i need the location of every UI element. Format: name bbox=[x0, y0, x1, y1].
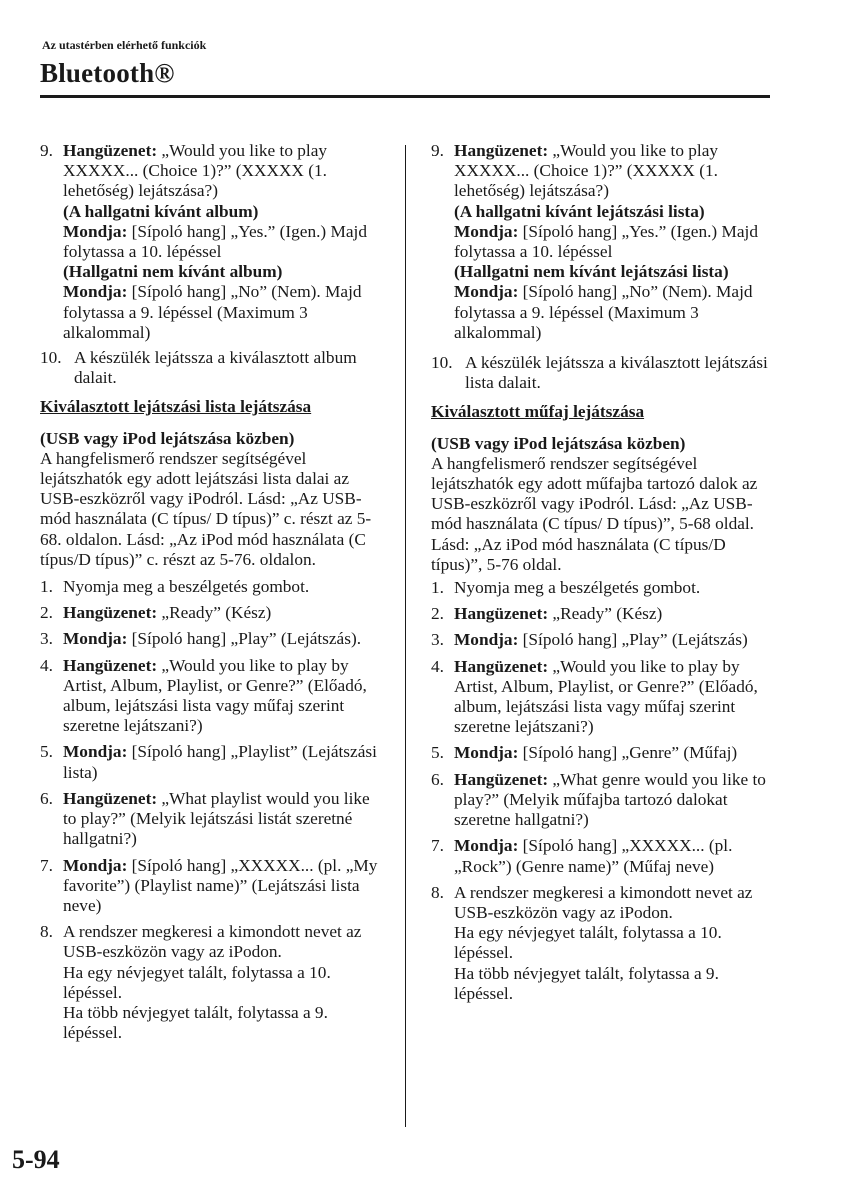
header-rule bbox=[40, 95, 770, 98]
right-step-3 bbox=[431, 630, 771, 650]
step-label: Mondja: bbox=[454, 836, 519, 856]
left-column bbox=[40, 141, 380, 1043]
section-intro: A hangfelismerő rendszer segítségével lejátszhatók egy adott műfajba tartozó dalok az USB-eszközről vagy iPodról. Lásd: „Az USB-mód használata (C típus/ D típus)”, 5-68 oldal. Lásd: „Az iPod mód használata (C típus/D típus)”, 5-76 oldal. bbox=[431, 453, 758, 574]
step-number: 5. bbox=[431, 743, 444, 763]
say-label: Mondja: bbox=[63, 221, 128, 241]
section-heading: Kiválasztott lejátszási lista lejátszása bbox=[40, 397, 312, 417]
left-step-4 bbox=[40, 656, 380, 737]
left-step-10 bbox=[40, 348, 380, 388]
step-label: Hangüzenet: bbox=[63, 603, 158, 623]
condition-yes: (A hallgatni kívánt lejátszási lista) bbox=[454, 201, 705, 221]
step-number: 6. bbox=[40, 788, 53, 808]
step-label: Mondja: bbox=[454, 743, 519, 763]
step-number: 4. bbox=[431, 656, 444, 676]
say-text: [Sípoló hang] „Yes.” (Igen.) Majd folytassa a 10. lépéssel bbox=[454, 221, 758, 262]
prompt-label: Hangüzenet: bbox=[63, 141, 158, 160]
step-label: Mondja: bbox=[63, 629, 128, 649]
page-title: Bluetooth® bbox=[40, 58, 175, 88]
left-step-1 bbox=[40, 577, 380, 597]
left-step-2 bbox=[40, 603, 380, 623]
step-text: [Sípoló hang] „Play” (Lejátszás) bbox=[518, 630, 748, 650]
say-text: [Sípoló hang] „No” (Nem). Majd folytassa a 9. lépéssel (Maximum 3 alkalommal) bbox=[63, 282, 362, 342]
step-number: 7. bbox=[40, 855, 53, 875]
page-number: 5-94 bbox=[12, 1145, 60, 1174]
step-label: Hangüzenet: bbox=[63, 788, 158, 808]
prompt-text: „Would you like to play XXXXX... (Choice 1)?” (XXXXX (1. lehetőség) lejátszása?) bbox=[63, 141, 328, 201]
step-label: Mondja: bbox=[63, 742, 128, 762]
step-number: 3. bbox=[431, 630, 444, 650]
right-step-6 bbox=[431, 770, 771, 831]
step-number: 6. bbox=[431, 769, 444, 789]
step-number: 3. bbox=[40, 629, 53, 649]
step-label: Mondja: bbox=[63, 855, 128, 875]
step-number: 5. bbox=[40, 742, 53, 762]
step-label: Hangüzenet: bbox=[454, 604, 549, 624]
left-step-8 bbox=[40, 922, 380, 1043]
say-label: Mondja: bbox=[454, 282, 519, 302]
prompt-label: Hangüzenet: bbox=[454, 141, 549, 160]
step-text: Ha egy névjegyet talált, folytassa a 10. lépéssel. bbox=[63, 962, 331, 1002]
step-label: Hangüzenet: bbox=[454, 656, 549, 676]
left-step-7 bbox=[40, 856, 380, 917]
right-step-4 bbox=[431, 657, 771, 738]
step-text: [Sípoló hang] „Play” (Lejátszás). bbox=[127, 629, 362, 649]
step-text: „What playlist would you like to play?” (Melyik lejátszási listát szeretné hallgatni?) bbox=[63, 788, 370, 849]
section-subheading: (USB vagy iPod lejátszása közben) bbox=[40, 428, 295, 448]
step-label: Hangüzenet: bbox=[63, 655, 158, 675]
step-number: 7. bbox=[431, 836, 444, 856]
step-text: A rendszer megkeresi a kimondott nevet az USB-eszközön vagy az iPodon. bbox=[63, 922, 362, 962]
step-number: 10. bbox=[40, 348, 62, 368]
section-heading: Kiválasztott műfaj lejátszása bbox=[431, 402, 645, 422]
step-text: A rendszer megkeresi a kimondott nevet az USB-eszközön vagy az iPodon. bbox=[454, 882, 753, 922]
step-text: Ha több névjegyet talált, folytassa a 9. lépéssel. bbox=[63, 1002, 328, 1043]
section-subheading: (USB vagy iPod lejátszása közben) bbox=[431, 433, 686, 453]
step-number: 2. bbox=[431, 604, 444, 624]
step-text: „What genre would you like to play?” (Melyik műfajba tartozó dalokat szeretne hallgatni?) bbox=[454, 769, 766, 830]
step-number: 9. bbox=[40, 141, 53, 160]
say-text: [Sípoló hang] „Yes.” (Igen.) Majd folytassa a 10. lépéssel bbox=[63, 221, 367, 262]
step-text: A készülék lejátssza a kiválasztott lejátszási lista dalait. bbox=[465, 353, 768, 393]
step-text: „Ready” (Kész) bbox=[548, 604, 663, 624]
right-column bbox=[431, 141, 771, 1004]
left-step-9 bbox=[40, 141, 380, 343]
step-number: 8. bbox=[431, 882, 444, 902]
step-number: 9. bbox=[431, 141, 444, 160]
condition-no: (Hallgatni nem kívánt album) bbox=[63, 262, 283, 282]
step-text: [Sípoló hang] „Playlist” (Lejátszási lista) bbox=[63, 742, 377, 782]
step-number: 4. bbox=[40, 655, 53, 675]
step-number: 10. bbox=[431, 353, 453, 373]
condition-yes: (A hallgatni kívánt album) bbox=[63, 201, 259, 221]
step-text: „Would you like to play by Artist, Album, Playlist, or Genre?” (Előadó, album, lejátszási lista vagy műfaj szerint szeretne lejátszani?) bbox=[454, 656, 758, 737]
step-text: Nyomja meg a beszélgetés gombot. bbox=[454, 578, 701, 598]
step-text: Ha több névjegyet talált, folytassa a 9. lépéssel. bbox=[454, 963, 719, 1003]
step-text: A készülék lejátssza a kiválasztott album dalait. bbox=[74, 348, 357, 388]
right-step-5 bbox=[431, 743, 771, 763]
section-breadcrumb: Az utastérben elérhető funkciók bbox=[42, 38, 207, 52]
left-step-3 bbox=[40, 629, 380, 649]
step-number: 8. bbox=[40, 922, 53, 942]
condition-no: (Hallgatni nem kívánt lejátszási lista) bbox=[454, 262, 729, 282]
step-text: „Would you like to play by Artist, Album, Playlist, or Genre?” (Előadó, album, lejátszási lista vagy műfaj szerint szeretne lejátszani?) bbox=[63, 655, 367, 736]
right-step-10 bbox=[431, 353, 771, 393]
left-step-6 bbox=[40, 789, 380, 850]
right-step-1 bbox=[431, 578, 771, 598]
right-step-2 bbox=[431, 604, 771, 624]
say-label: Mondja: bbox=[454, 221, 519, 241]
section-intro: A hangfelismerő rendszer segítségével lejátszhatók egy adott lejátszási lista dalai az USB-eszközről vagy iPodról. Lásd: „Az USB-mód használata (C típus/ D típus)” c. részt az 5-68. oldalon. Lásd: „Az iPod mód használata (C típus/D típus)” c. részt az 5-76. oldalon. bbox=[40, 448, 372, 569]
step-text: Ha egy névjegyet talált, folytassa a 10. lépéssel. bbox=[454, 923, 722, 963]
prompt-text: „Would you like to play XXXXX... (Choice 1)?” (XXXXX (1. lehetőség) lejátszása?) bbox=[454, 141, 719, 201]
step-text: „Ready” (Kész) bbox=[157, 603, 272, 623]
right-step-9 bbox=[431, 141, 771, 343]
step-text: [Sípoló hang] „XXXXX... (pl. „My favorite”) (Playlist name)” (Lejátszási lista neve) bbox=[63, 855, 378, 915]
step-text: [Sípoló hang] „Genre” (Műfaj) bbox=[518, 743, 738, 763]
step-text: Nyomja meg a beszélgetés gombot. bbox=[63, 577, 310, 597]
right-step-7 bbox=[431, 836, 771, 876]
say-text: [Sípoló hang] „No” (Nem). Majd folytassa a 9. lépéssel (Maximum 3 alkalommal) bbox=[454, 282, 753, 342]
step-number: 1. bbox=[40, 577, 53, 597]
step-text: [Sípoló hang] „XXXXX... (pl. „Rock”) (Genre name)” (Műfaj neve) bbox=[454, 836, 733, 876]
step-label: Mondja: bbox=[454, 630, 519, 650]
left-step-5 bbox=[40, 742, 380, 782]
step-number: 2. bbox=[40, 603, 53, 623]
right-step-8 bbox=[431, 883, 771, 1004]
step-label: Hangüzenet: bbox=[454, 769, 549, 789]
step-number: 1. bbox=[431, 578, 444, 598]
column-divider bbox=[405, 145, 406, 1127]
say-label: Mondja: bbox=[63, 282, 128, 302]
